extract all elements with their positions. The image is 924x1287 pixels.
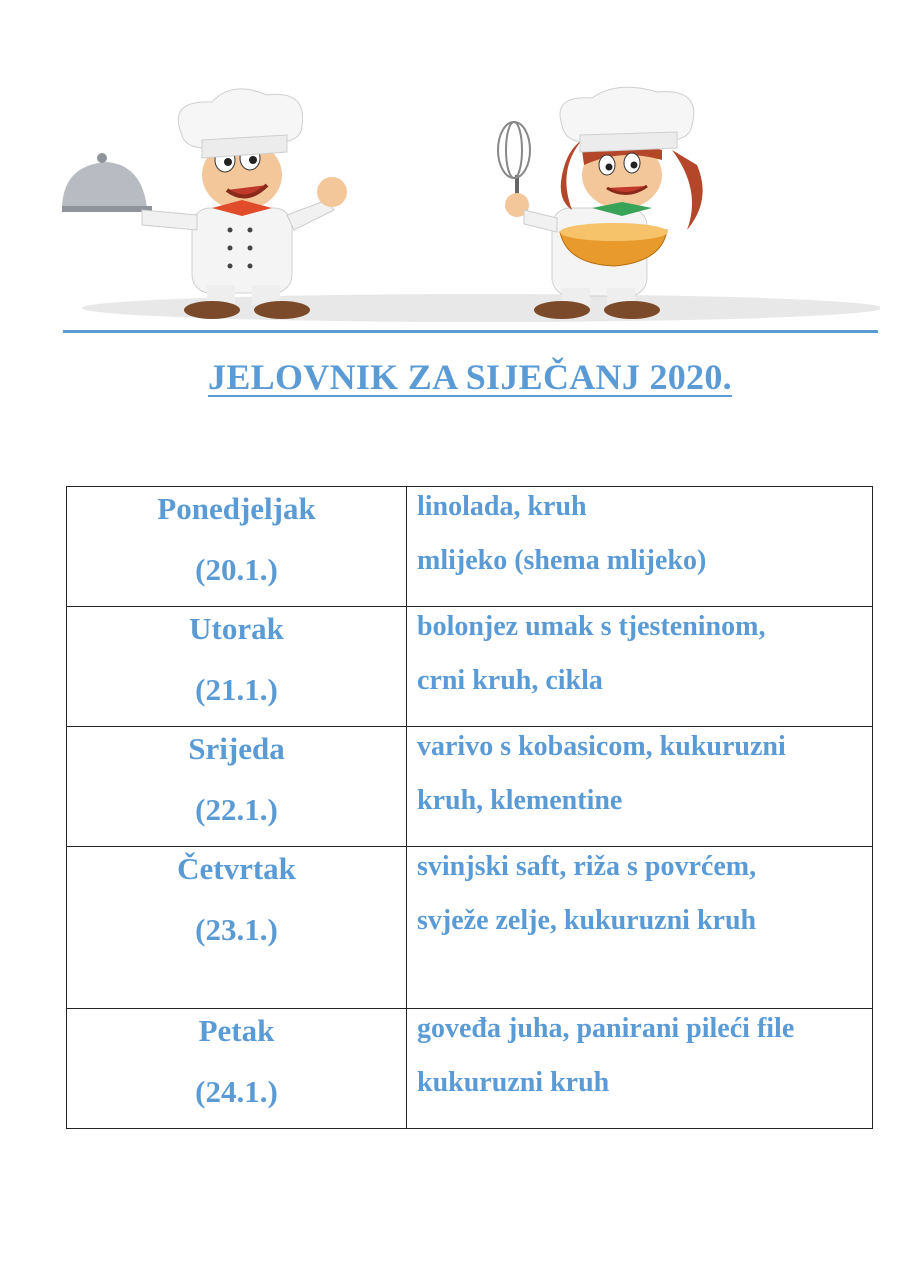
day-date: (22.1.) [195, 792, 278, 827]
day-cell [67, 1009, 407, 1129]
day-cell [67, 847, 407, 1009]
meal-cell [407, 847, 873, 1009]
chef-boy-with-cloche-icon [62, 89, 347, 319]
day-name: Utorak [189, 611, 284, 646]
meal-line: svježe zelje, kukuruzni kruh [417, 905, 757, 936]
meal-line: kukuruzni kruh [417, 1067, 610, 1098]
meal-cell [407, 1009, 873, 1129]
day-date: (21.1.) [195, 672, 278, 707]
day-cell [67, 607, 407, 727]
day-name: Ponedjeljak [157, 491, 316, 526]
meal-line: goveđa juha, panirani pileći file [417, 1013, 795, 1044]
day-cell [67, 487, 407, 607]
meal-line: svinjski saft, riža s povrćem, [417, 851, 757, 882]
day-name: Petak [198, 1013, 275, 1048]
table-row [67, 607, 873, 727]
table-row [67, 1009, 873, 1129]
table-row [67, 727, 873, 847]
chefs-illustration [62, 80, 880, 330]
table-row [67, 487, 873, 607]
meal-line: linolada, kruh [417, 491, 587, 522]
header-divider [63, 330, 878, 333]
meal-cell [407, 607, 873, 727]
meal-line: bolonjez umak s tjesteninom, [417, 611, 766, 642]
day-date: (24.1.) [195, 1074, 278, 1109]
meal-line: crni kruh, cikla [417, 665, 603, 696]
day-name: Srijeda [188, 731, 285, 766]
table-row [67, 847, 873, 1009]
menu-table [66, 486, 873, 1129]
day-name: Četvrtak [177, 851, 296, 886]
meal-line: kruh, klementine [417, 785, 623, 816]
meal-line: mlijeko (shema mlijeko) [417, 545, 707, 576]
meal-cell [407, 727, 873, 847]
page-title: JELOVNIK ZA SIJEČANJ 2020. [208, 357, 732, 397]
day-date: (20.1.) [195, 552, 278, 587]
meal-line: varivo s kobasicom, kukuruzni [417, 731, 786, 762]
chef-girl-with-whisk-icon [498, 87, 703, 319]
day-date: (23.1.) [195, 912, 278, 947]
meal-cell [407, 487, 873, 607]
day-cell [67, 727, 407, 847]
